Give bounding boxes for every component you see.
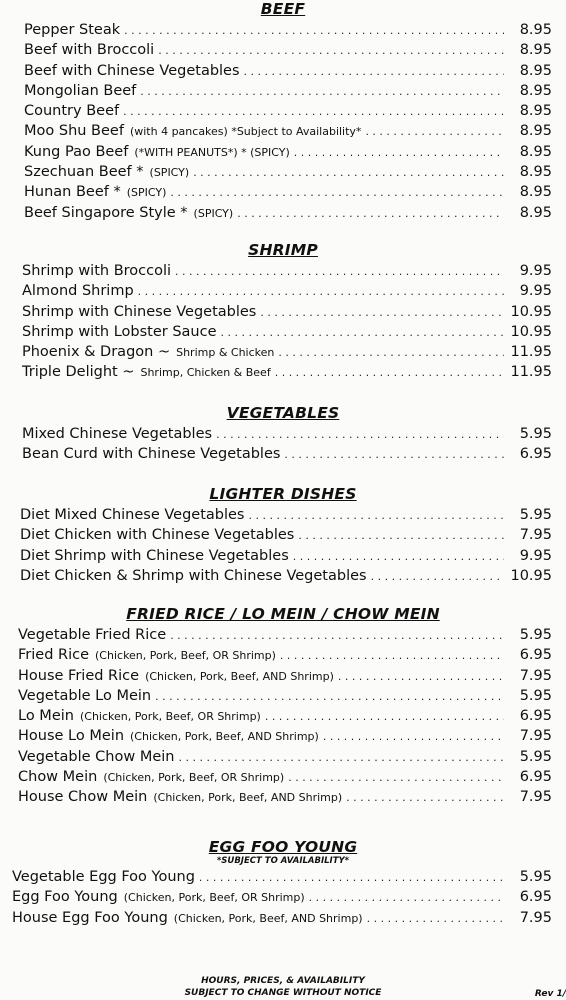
menu-section [0, 404, 566, 465]
item-price: 7.95 [519, 909, 552, 926]
menu-item [0, 261, 566, 281]
menu-item [0, 424, 566, 444]
item-price: 6.95 [519, 647, 552, 664]
item-price: 10.95 [510, 303, 552, 320]
menu-item [0, 525, 566, 545]
item-name: Moo Shu Beef [24, 123, 124, 140]
menu-item [0, 787, 566, 807]
dot-leader [123, 102, 504, 122]
item-note: (*WITH PEANUTS*) * (SPICY) [134, 145, 290, 159]
menu-item [0, 61, 566, 81]
menu-item [0, 20, 566, 40]
item-name: Chow Mein [18, 769, 98, 786]
item-price: 5.95 [519, 748, 552, 765]
section-title: SHRIMP [248, 241, 318, 259]
footer-line-2: SUBJECT TO CHANGE WITHOUT NOTICE [184, 988, 382, 998]
item-note: (Chicken, Pork, Beef, AND Shrimp) [153, 791, 343, 805]
menu-item [0, 444, 566, 464]
item-price: 5.95 [519, 507, 552, 523]
dot-leader [298, 526, 504, 546]
section-subtitle: *SUBJECT TO AVAILABILITY* [216, 856, 350, 866]
item-name: Bean Curd with Chinese Vegetables [22, 446, 281, 463]
item-price: 9.95 [519, 283, 552, 300]
dot-leader [309, 888, 504, 908]
item-name: Kung Pao Beef [24, 143, 129, 160]
item-name: Beef with Broccoli [24, 42, 155, 59]
dot-leader [260, 303, 504, 323]
section-title: FRIED RICE / LO MEIN / CHOW MEIN [126, 605, 440, 623]
dot-leader [371, 567, 504, 587]
item-name: Fried Rice [18, 647, 90, 664]
menu-item [0, 362, 566, 382]
menu-item [0, 686, 566, 706]
dot-leader [365, 122, 504, 142]
dot-leader [275, 363, 504, 383]
item-note: (Chicken, Pork, Beef, AND Shrimp) [130, 730, 319, 744]
menu-item [0, 867, 566, 887]
item-price: 8.95 [519, 62, 552, 79]
revision-label: Rev 1/ [534, 989, 566, 999]
item-price: 8.95 [519, 204, 552, 221]
dot-leader [193, 163, 504, 183]
item-price: 5.95 [519, 869, 552, 885]
item-name: Mixed Chinese Vegetables [22, 426, 213, 442]
item-price: 5.95 [519, 627, 552, 643]
item-name: Beef with Chinese Vegetables [24, 62, 240, 79]
item-name: Vegetable Egg Foo Young [12, 869, 195, 885]
menu-item [0, 908, 566, 928]
item-price: 8.95 [519, 22, 552, 38]
item-price: 8.95 [519, 123, 552, 140]
item-name: House Egg Foo Young [12, 909, 168, 926]
item-price: 8.95 [519, 82, 552, 99]
dot-leader [237, 204, 504, 224]
item-name: Triple Delight ~ [22, 364, 135, 381]
item-price: 11.95 [510, 344, 552, 361]
item-name: Shrimp with Broccoli [22, 263, 172, 279]
dot-leader [294, 143, 504, 163]
menu-item [0, 645, 566, 665]
dot-leader [338, 667, 504, 687]
dot-leader [288, 768, 504, 788]
dot-leader [155, 687, 504, 707]
item-price: 7.95 [519, 667, 552, 684]
item-name: Pepper Steak [24, 22, 121, 38]
item-note: (Chicken, Pork, Beef, OR Shrimp) [95, 649, 276, 663]
item-name: Almond Shrimp [22, 283, 134, 300]
dot-leader [216, 425, 504, 445]
section-title: EGG FOO YOUNG [208, 838, 358, 856]
menu-item [0, 162, 566, 182]
menu-item [0, 566, 566, 586]
item-price: 6.95 [519, 889, 552, 906]
item-price: 8.95 [519, 184, 552, 201]
item-name: Egg Foo Young [12, 889, 118, 906]
menu-item [0, 887, 566, 907]
menu-item [0, 182, 566, 202]
item-price: 5.95 [519, 426, 552, 442]
item-name: Hunan Beef * [24, 184, 121, 201]
item-price: 6.95 [519, 446, 552, 463]
menu-item [0, 101, 566, 121]
dot-leader [170, 626, 504, 646]
item-name: Beef Singapore Style * [24, 204, 188, 221]
item-price: 8.95 [519, 42, 552, 59]
item-note: (with 4 pancakes) *Subject to Availability* [129, 125, 362, 139]
menu-section [0, 838, 566, 928]
item-price: 8.95 [519, 164, 552, 181]
item-name: Phoenix & Dragon ~ [22, 344, 171, 361]
dot-leader [199, 868, 504, 888]
dot-leader [346, 788, 504, 808]
dot-leader [248, 506, 504, 526]
item-name: House Chow Mein [18, 789, 148, 806]
item-note: (SPICY) [126, 186, 167, 200]
item-name: Vegetable Chow Mein [18, 748, 175, 765]
item-price: 11.95 [510, 364, 552, 381]
item-name: House Lo Mein [18, 728, 125, 745]
dot-leader [140, 82, 504, 102]
item-price: 8.95 [519, 143, 552, 160]
dot-leader [265, 707, 504, 727]
item-name: Lo Mein [18, 708, 74, 725]
dot-leader [244, 62, 504, 82]
item-name: Diet Chicken with Chinese Vegetables [20, 527, 295, 544]
footer-notice [0, 975, 566, 999]
item-note: (Chicken, Pork, Beef, OR Shrimp) [79, 710, 261, 724]
item-name: Diet Mixed Chinese Vegetables [20, 507, 245, 523]
item-note: (Chicken, Pork, Beef, AND Shrimp) [173, 911, 363, 925]
menu-item [0, 203, 566, 223]
item-price: 7.95 [519, 789, 552, 806]
menu-item [0, 767, 566, 787]
section-title: VEGETABLES [226, 404, 340, 422]
item-name: Diet Chicken & Shrimp with Chinese Vegetables [20, 567, 367, 584]
item-price: 9.95 [519, 547, 552, 564]
item-name: Shrimp with Lobster Sauce [22, 323, 217, 340]
dot-leader [124, 21, 504, 41]
menu-item [0, 342, 566, 362]
menu-item [0, 121, 566, 141]
menu-section [0, 605, 566, 808]
item-note: (SPICY) [149, 166, 190, 180]
menu-item [0, 747, 566, 767]
menu-item [0, 666, 566, 686]
item-price: 7.95 [519, 527, 552, 544]
dot-leader [367, 909, 504, 929]
item-price: 7.95 [519, 728, 552, 745]
item-price: 6.95 [519, 769, 552, 786]
section-title: LIGHTER DISHES [209, 485, 357, 503]
dot-leader [293, 547, 504, 567]
item-note: Shrimp, Chicken & Beef [140, 366, 271, 380]
dot-leader [138, 282, 504, 302]
item-price: 8.95 [519, 103, 552, 120]
menu-section [0, 241, 566, 383]
menu-item [0, 505, 566, 525]
item-price: 5.95 [519, 687, 552, 704]
item-name: Diet Shrimp with Chinese Vegetables [20, 547, 289, 564]
item-note: (SPICY) [193, 206, 234, 220]
menu-item [0, 322, 566, 342]
menu-item [0, 81, 566, 101]
dot-leader [323, 727, 504, 747]
item-name: Vegetable Lo Mein [18, 687, 152, 704]
item-name: Szechuan Beef * [24, 164, 144, 181]
item-name: Shrimp with Chinese Vegetables [22, 303, 257, 320]
menu-section [0, 485, 566, 586]
item-name: House Fried Rice [18, 667, 140, 684]
menu-item [0, 706, 566, 726]
dot-leader [284, 445, 504, 465]
item-price: 10.95 [510, 567, 552, 584]
item-note: Shrimp & Chicken [176, 346, 275, 360]
menu-item [0, 40, 566, 60]
dot-leader [221, 323, 505, 343]
item-price: 6.95 [519, 708, 552, 725]
item-price: 9.95 [519, 263, 552, 279]
item-name: Country Beef [24, 103, 120, 120]
item-note: (Chicken, Pork, Beef, OR Shrimp) [103, 771, 285, 785]
item-note: (Chicken, Pork, Beef, AND Shrimp) [145, 669, 334, 683]
dot-leader [170, 183, 504, 203]
dot-leader [278, 343, 504, 363]
item-name: Vegetable Fried Rice [18, 627, 167, 643]
menu-item [0, 142, 566, 162]
footer-line-1: HOURS, PRICES, & AVAILABILITY [201, 976, 365, 986]
menu-item [0, 625, 566, 645]
section-title: BEEF [260, 0, 306, 18]
dot-leader [158, 41, 504, 61]
menu-item [0, 726, 566, 746]
menu-section [0, 0, 566, 223]
menu-item [0, 302, 566, 322]
dot-leader [178, 748, 504, 768]
menu-item [0, 546, 566, 566]
item-name: Mongolian Beef [24, 82, 137, 99]
dot-leader [280, 646, 504, 666]
item-note: (Chicken, Pork, Beef, OR Shrimp) [123, 891, 305, 905]
dot-leader [175, 262, 504, 282]
item-price: 10.95 [510, 323, 552, 340]
menu-item [0, 281, 566, 301]
